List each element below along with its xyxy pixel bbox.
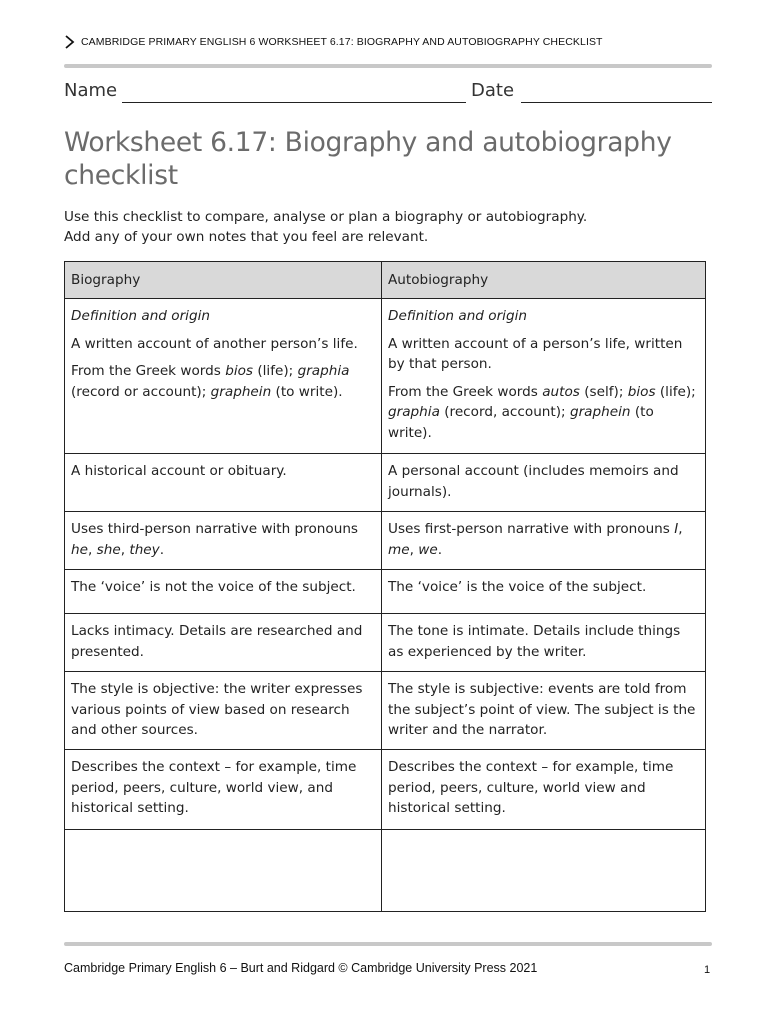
table-row xyxy=(65,454,706,512)
table-header-row xyxy=(65,262,706,299)
page-number: 1 xyxy=(704,964,711,976)
intro-text xyxy=(64,207,714,247)
table-cell: The style is objective: the writer expresses various points of view based on research and other sources. xyxy=(65,672,382,750)
name-field[interactable] xyxy=(122,102,466,103)
intro-line-2: Add any of your own notes that you feel are relevant. xyxy=(64,229,429,245)
cell-text: From the Greek words autos (self); bios (life); graphia (record, account); graphein (to write). xyxy=(388,383,696,441)
table-cell: The style is subjective: events are told from the subject’s point of view. The subject is the writer and the narrator. xyxy=(382,672,706,750)
table-row-notes xyxy=(65,830,706,912)
table-row xyxy=(65,672,706,750)
notes-cell-autobiography[interactable] xyxy=(382,830,706,912)
name-label: Name xyxy=(64,80,118,101)
table-cell: Describes the context – for example, time period, peers, culture, world view, and historical setting. xyxy=(65,750,382,830)
name-date-row xyxy=(64,80,712,106)
header-breadcrumb xyxy=(63,34,603,50)
table-row xyxy=(65,512,706,570)
date-field[interactable] xyxy=(521,102,712,103)
table-row xyxy=(65,570,706,614)
top-rule xyxy=(64,64,712,68)
page-title: Worksheet 6.17: Biography and autobiography checklist xyxy=(64,127,672,191)
cell-text: A written account of a person’s life, written by that person. xyxy=(388,335,683,372)
cell-text: From the Greek words bios (life); graphia (record or account); graphein (to write). xyxy=(71,363,350,400)
intro-line-1: Use this checklist to compare, analyse or plan a biography or autobiography. xyxy=(64,209,588,225)
table-cell xyxy=(382,299,706,454)
table-cell: A historical account or obituary. xyxy=(65,454,382,512)
cell-text: A written account of another person’s life. xyxy=(71,335,358,352)
table-cell: Lacks intimacy. Details are researched and presented. xyxy=(65,614,382,672)
cell-heading: Definition and origin xyxy=(388,308,527,324)
table-cell: Uses first-person narrative with pronouns I, me, we. xyxy=(382,512,706,570)
column-header-autobiography: Autobiography xyxy=(382,262,706,299)
cell-heading: Definition and origin xyxy=(71,308,210,324)
footer-credit: Cambridge Primary English 6 – Burt and Ridgard © Cambridge University Press 2021 xyxy=(64,961,538,975)
bottom-rule xyxy=(64,942,712,946)
checklist-table xyxy=(64,261,706,912)
header-text: CAMBRIDGE PRIMARY ENGLISH 6 WORKSHEET 6.17: BIOGRAPHY AND AUTOBIOGRAPHY CHECKLIST xyxy=(81,36,603,48)
table-row xyxy=(65,299,706,454)
table-cell: Uses third-person narrative with pronouns he, she, they. xyxy=(65,512,382,570)
table-cell: A personal account (includes memoirs and journals). xyxy=(382,454,706,512)
table-cell xyxy=(65,299,382,454)
table-row xyxy=(65,614,706,672)
table-cell: The tone is intimate. Details include things as experienced by the writer. xyxy=(382,614,706,672)
table-cell: Describes the context – for example, time period, peers, culture, world view and historical setting. xyxy=(382,750,706,830)
column-header-biography: Biography xyxy=(65,262,382,299)
chevron-right-icon xyxy=(63,34,77,50)
table-row xyxy=(65,750,706,830)
notes-cell-biography[interactable] xyxy=(65,830,382,912)
table-cell: The ‘voice’ is not the voice of the subject. xyxy=(65,570,382,614)
date-label: Date xyxy=(471,80,515,101)
table-cell: The ‘voice’ is the voice of the subject. xyxy=(382,570,706,614)
